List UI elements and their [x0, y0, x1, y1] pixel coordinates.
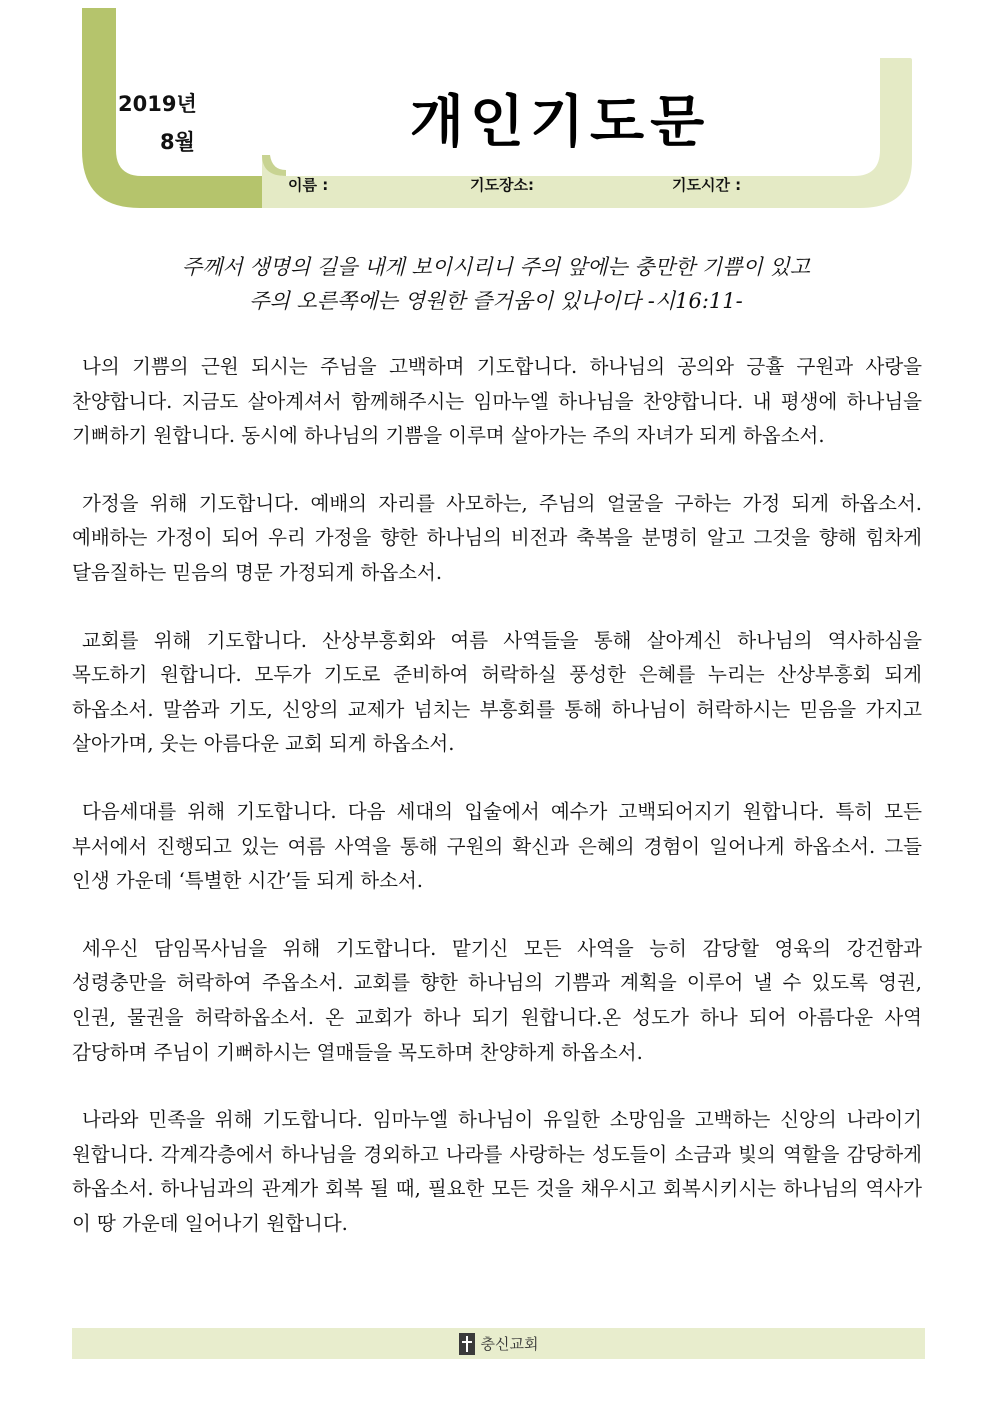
verse-line-1: 주께서 생명의 길을 내게 보이시리니 주의 앞에는 충만한 기쁨이 있고	[181, 255, 811, 279]
page-title: 개인기도문	[409, 90, 711, 155]
prayer-time-label: 기도시간 :	[672, 176, 742, 194]
verse-line-2: 주의 오른쪽에는 영원한 즐거움이 있나이다 -시16:11-	[249, 289, 743, 313]
name-field-label: 이름 :	[288, 176, 329, 194]
prayer-paragraph: 가정을 위해 기도합니다. 예배의 자리를 사모하는, 주님의 얼굴을 구하는 가정 되게 하옵소서. 예배하는 가정이 되어 우리 가정을 향한 하나님의 비전과 축복을 분명히 알고 그것을 향해 힘차게 달음질하는 믿음의 명문 가정되게 하옵소서.	[72, 491, 922, 584]
prayer-body	[72, 350, 922, 1274]
prayer-paragraph: 교회를 위해 기도합니다. 산상부흥회와 여름 사역들을 통해 살아계신 하나님의 역사하심을 목도하기 원합니다. 모두가 기도로 준비하여 허락하실 풍성한 은혜를 누리는 산상부흥회 되게 하옵소서. 말씀과 기도, 신앙의 교제가 넘치는 부흥회를 통해 하나님이 허락하시는 믿음을 가지고 살아가며, 웃는 아름다운 교회 되게 하옵소서.	[72, 628, 922, 756]
footer-bar	[72, 1328, 925, 1359]
church-logo-text: 충신교회	[480, 1335, 539, 1353]
prayer-paragraph: 다음세대를 위해 기도합니다. 다음 세대의 입술에서 예수가 고백되어지기 원합니다. 특히 모든 부서에서 진행되고 있는 여름 사역을 통해 구원의 확신과 은혜의 경험이 일어나게 하옵소서. 그들 인생 가운데 ‘특별한 시간’들 되게 하소서.	[72, 799, 922, 893]
header-year: 2019년	[118, 92, 197, 116]
prayer-paragraph: 나의 기쁨의 근원 되시는 주님을 고백하며 기도합니다. 하나님의 공의와 긍휼 구원과 사랑을 찬양합니다. 지금도 살아계셔서 함께해주시는 임마누엘 하나님을 찬양합니다. 내 평생에 하나님을 기뻐하기 원합니다. 동시에 하나님의 기쁨을 이루며 살아가는 주의 자녀가 되게 하옵소서.	[72, 355, 922, 448]
prayer-paragraph: 나라와 민족을 위해 기도합니다. 임마누엘 하나님이 유일한 소망임을 고백하는 신앙의 나라이기 원합니다. 각계각층에서 하나님을 경외하고 나라를 사랑하는 성도들이 소금과 빛의 역할을 감당하게 하옵소서. 하나님과의 관계가 회복 될 때, 필요한 모든 것을 채우시고 회복시키시는 하나님의 역사가 이 땅 가운데 일어나기 원합니다.	[72, 1108, 922, 1235]
prayer-place-label: 기도장소:	[470, 176, 534, 194]
header-month: 8월	[160, 130, 195, 154]
cross-icon	[459, 1333, 475, 1355]
prayer-paragraph: 세우신 담임목사님을 위해 기도합니다. 맡기신 모든 사역을 능히 감당할 영육의 강건함과 성령충만을 허락하여 주옵소서. 교회를 향한 하나님의 기쁨과 계획을 이루어 낼 수 있도록 영권, 인권, 물권을 허락하옵소서. 온 교회가 하나 되기 원합니다.온 성도가 하나 되어 아름다운 사역 감당하며 주님이 기뻐하시는 열매들을 목도하며 찬양하게 하옵소서.	[72, 936, 922, 1064]
scripture-verse	[70, 250, 922, 318]
